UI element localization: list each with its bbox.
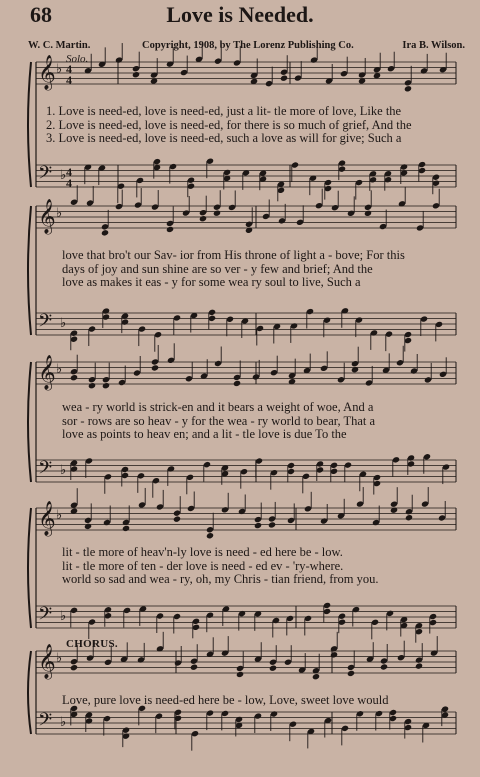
time-signature-bottom: 4 — [66, 176, 72, 190]
hymn-number: 68 — [30, 2, 52, 27]
notehead — [330, 651, 338, 658]
chorus-label: CHORUS. — [66, 638, 118, 650]
composer: W. C. Martin. — [28, 40, 91, 51]
flat-icon: ♭ — [60, 316, 67, 331]
flat-icon: ♭ — [56, 62, 63, 77]
verse-2-line-4: lit - tle more of ten - der love is need - ed ev - 'ry-where. — [62, 559, 344, 573]
notehead — [404, 85, 412, 92]
bass-clef-icon: 𝄢 — [38, 311, 53, 336]
treble-clef-icon: 𝄞 — [38, 644, 56, 679]
brace — [28, 62, 31, 187]
notehead — [199, 215, 207, 222]
flat-icon: ♭ — [60, 168, 67, 183]
verse-3-line-1: 3. Love is need-ed, love is need-ed, such a love as will for give; Such a — [46, 131, 402, 145]
notehead — [132, 71, 140, 78]
brace — [28, 206, 31, 335]
verse-3-line-3: love as points to heav en; and a lit - tle love is due To the — [62, 427, 347, 441]
flat-icon: ♭ — [56, 206, 63, 221]
notehead — [213, 210, 221, 217]
notehead — [268, 521, 276, 528]
treble-clef-icon: 𝄞 — [38, 355, 56, 390]
verse-3-line-4: world so sad and wea - ry, oh, my Chris - tian friend, from you. — [62, 572, 379, 586]
bass-clef-icon: 𝄢 — [38, 458, 53, 483]
brace — [28, 508, 31, 628]
notehead — [101, 229, 109, 236]
notehead — [151, 364, 159, 371]
treble-clef-icon: 𝄞 — [38, 55, 56, 90]
time-signature-top: 4 — [66, 62, 72, 76]
bass-clef-icon: 𝄢 — [38, 163, 53, 188]
copyright: Copyright, 1908, by The Lorenz Publishing Co. — [142, 40, 354, 51]
notehead — [70, 374, 78, 381]
flat-icon: ♭ — [60, 463, 67, 478]
verse-1-line-3: wea - ry world is strick-en and it bears a weight of woe, And a — [62, 400, 374, 414]
verse-3-line-2: love as makes it eas - y for some wea ry soul to live, Such a — [62, 275, 361, 289]
notehead — [70, 664, 78, 671]
verse-2-line-1: 2. Love is need-ed, love is need-ed, for there is so much of grief, And the — [46, 118, 412, 132]
verse-1-line-1: 1. Love is need-ed, love is need-ed, just a lit- tle more of love, Like the — [46, 104, 402, 118]
treble-clef-icon: 𝄞 — [38, 501, 56, 536]
bass-clef-icon: 𝄢 — [38, 604, 53, 629]
notehead — [312, 673, 320, 680]
brace — [28, 362, 31, 482]
verse-1-line-4: lit - tle more of heav'n-ly love is need - ed here be - low. — [62, 545, 343, 559]
time-signature-bottom: 4 — [66, 73, 72, 87]
verse-2-line-2: days of joy and sun shine are so ver - y few and brief; And the — [62, 262, 373, 276]
notehead — [233, 380, 241, 387]
notehead — [347, 670, 355, 677]
lyricist: Ira B. Wilson. — [402, 40, 465, 51]
flat-icon: ♭ — [56, 651, 63, 666]
notehead — [364, 210, 372, 217]
flat-icon: ♭ — [56, 508, 63, 523]
notehead — [415, 663, 423, 670]
notehead — [122, 525, 130, 532]
notehead — [173, 516, 181, 523]
verse-1-line-2: love that bro't our Sav- ior from His throne of light a - bove; For this — [62, 248, 405, 262]
solo-label: Solo. — [66, 53, 89, 65]
notehead — [269, 665, 277, 672]
notehead — [88, 382, 96, 389]
brace — [28, 651, 31, 734]
flat-icon: ♭ — [60, 609, 67, 624]
hymn-title: Love is Needed. — [166, 2, 314, 27]
notehead — [84, 523, 92, 530]
notehead — [206, 532, 214, 539]
notehead — [254, 522, 262, 529]
notehead — [102, 382, 110, 389]
chorus-line-1: Love, pure love is need-ed here be - low, Love, sweet love would — [62, 693, 389, 707]
notehead — [405, 514, 413, 521]
notehead — [280, 75, 288, 82]
notehead — [166, 226, 174, 233]
verse-2-line-3: sor - rows are so heav - y for the wea - ry world to bear, That a — [62, 414, 376, 428]
notehead — [190, 664, 198, 671]
treble-clef-icon: 𝄞 — [38, 199, 56, 234]
bass-clef-icon: 𝄢 — [38, 710, 53, 735]
notehead — [380, 663, 388, 670]
time-signature-top: 4 — [66, 165, 72, 179]
flat-icon: ♭ — [56, 362, 63, 377]
notehead — [236, 671, 244, 678]
flat-icon: ♭ — [60, 715, 67, 730]
